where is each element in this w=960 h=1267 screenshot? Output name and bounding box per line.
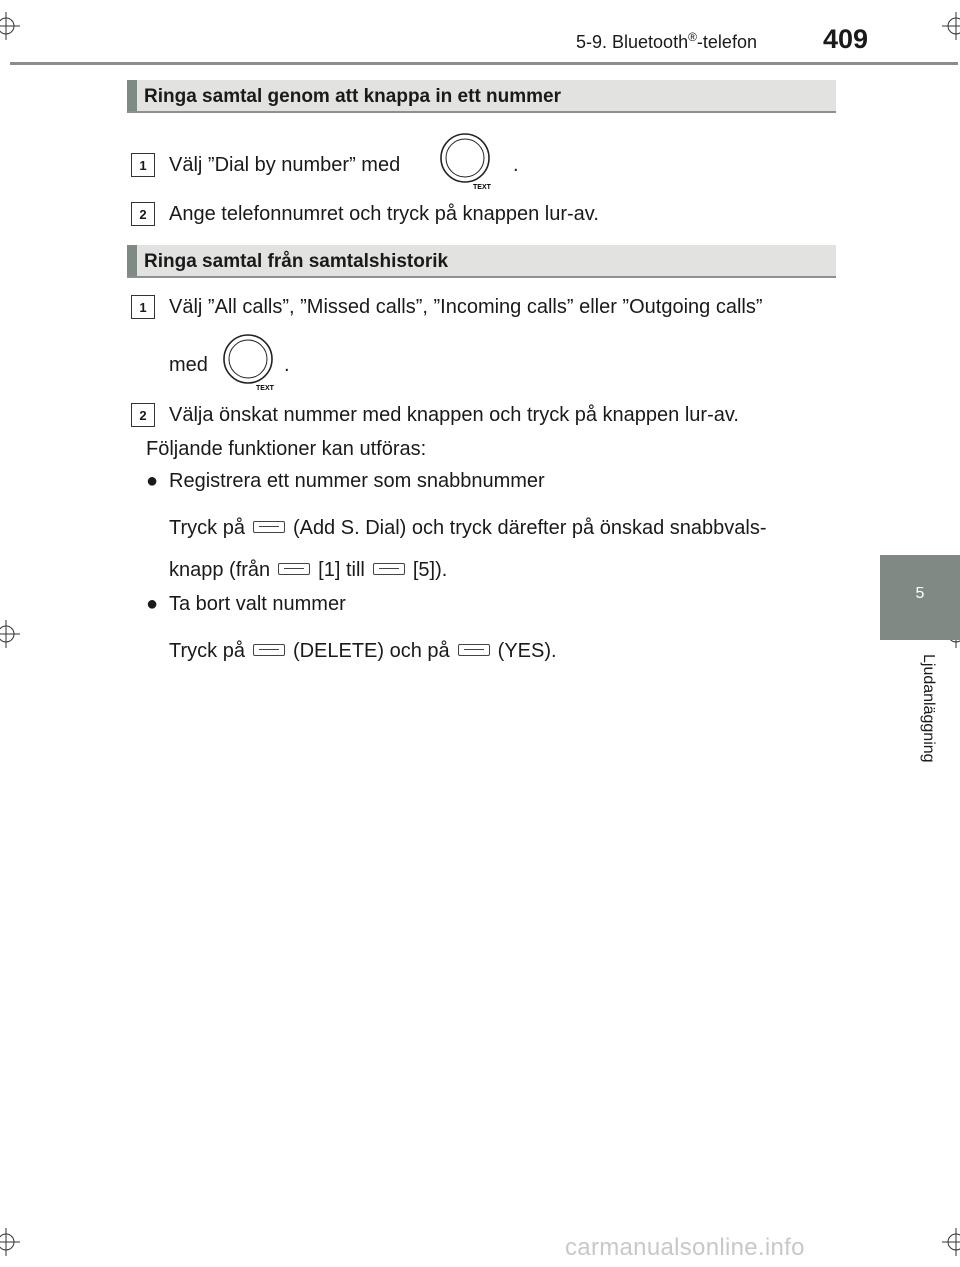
screen-button-icon	[373, 563, 405, 575]
screen-button-icon	[253, 521, 285, 533]
section-heading-call-history: Ringa samtal från samtalshistorik	[127, 245, 836, 278]
function-title: Registrera ett nummer som snabbnummer	[169, 470, 545, 492]
step-number-box: 2	[131, 403, 155, 427]
svg-text:TEXT: TEXT	[473, 184, 491, 191]
bullet-icon: ●	[146, 593, 159, 615]
screen-button-icon	[278, 563, 310, 575]
registration-mark-mid-left	[0, 620, 20, 648]
function-instruction: knapp (från [1] till [5]).	[169, 559, 448, 581]
tune-knob-icon	[220, 331, 282, 393]
chapter-number: 5	[915, 585, 925, 602]
watermark: carmanualsonline.info	[565, 1234, 805, 1261]
step-number-box: 1	[131, 153, 155, 177]
step-text: med	[169, 354, 208, 376]
step-text: Välj ”Dial by number” med	[169, 154, 401, 176]
page-number: 409	[823, 24, 869, 54]
chapter-label: Ljudanläggning	[920, 654, 937, 763]
registration-mark-top-right	[942, 12, 960, 40]
registration-mark-top-left	[0, 12, 20, 40]
registration-mark-bottom-right	[942, 1228, 960, 1256]
screen-button-icon	[253, 644, 285, 656]
function-title: Ta bort valt nummer	[169, 593, 346, 615]
step-text: Välj ”All calls”, ”Missed calls”, ”Incoming calls” eller ”Outgoing calls”	[169, 296, 763, 318]
step-text: Ange telefonnumret och tryck på knappen lur-av.	[169, 203, 599, 225]
step-text: Välja önskat nummer med knappen och tryck på knappen lur-av.	[169, 404, 739, 426]
svg-text:TEXT: TEXT	[256, 385, 274, 392]
registration-mark-bottom-left	[0, 1228, 20, 1256]
step-number-box: 1	[131, 295, 155, 319]
section-title: 5-9. Bluetooth®-telefon	[576, 30, 757, 52]
step-text-end: .	[284, 354, 290, 376]
section-heading-dial-number: Ringa samtal genom att knappa in ett nummer	[127, 80, 836, 113]
header-divider	[10, 62, 958, 65]
function-instruction: Tryck på (Add S. Dial) och tryck därefter på önskad snabbvals-	[169, 517, 767, 539]
screen-button-icon	[458, 644, 490, 656]
bullet-icon: ●	[146, 470, 159, 492]
step-number-box: 2	[131, 202, 155, 226]
function-instruction: Tryck på (DELETE) och på (YES).	[169, 640, 557, 662]
step-text-end: .	[513, 154, 519, 176]
functions-intro: Följande funktioner kan utföras:	[146, 438, 427, 460]
tune-knob-icon	[437, 130, 499, 192]
